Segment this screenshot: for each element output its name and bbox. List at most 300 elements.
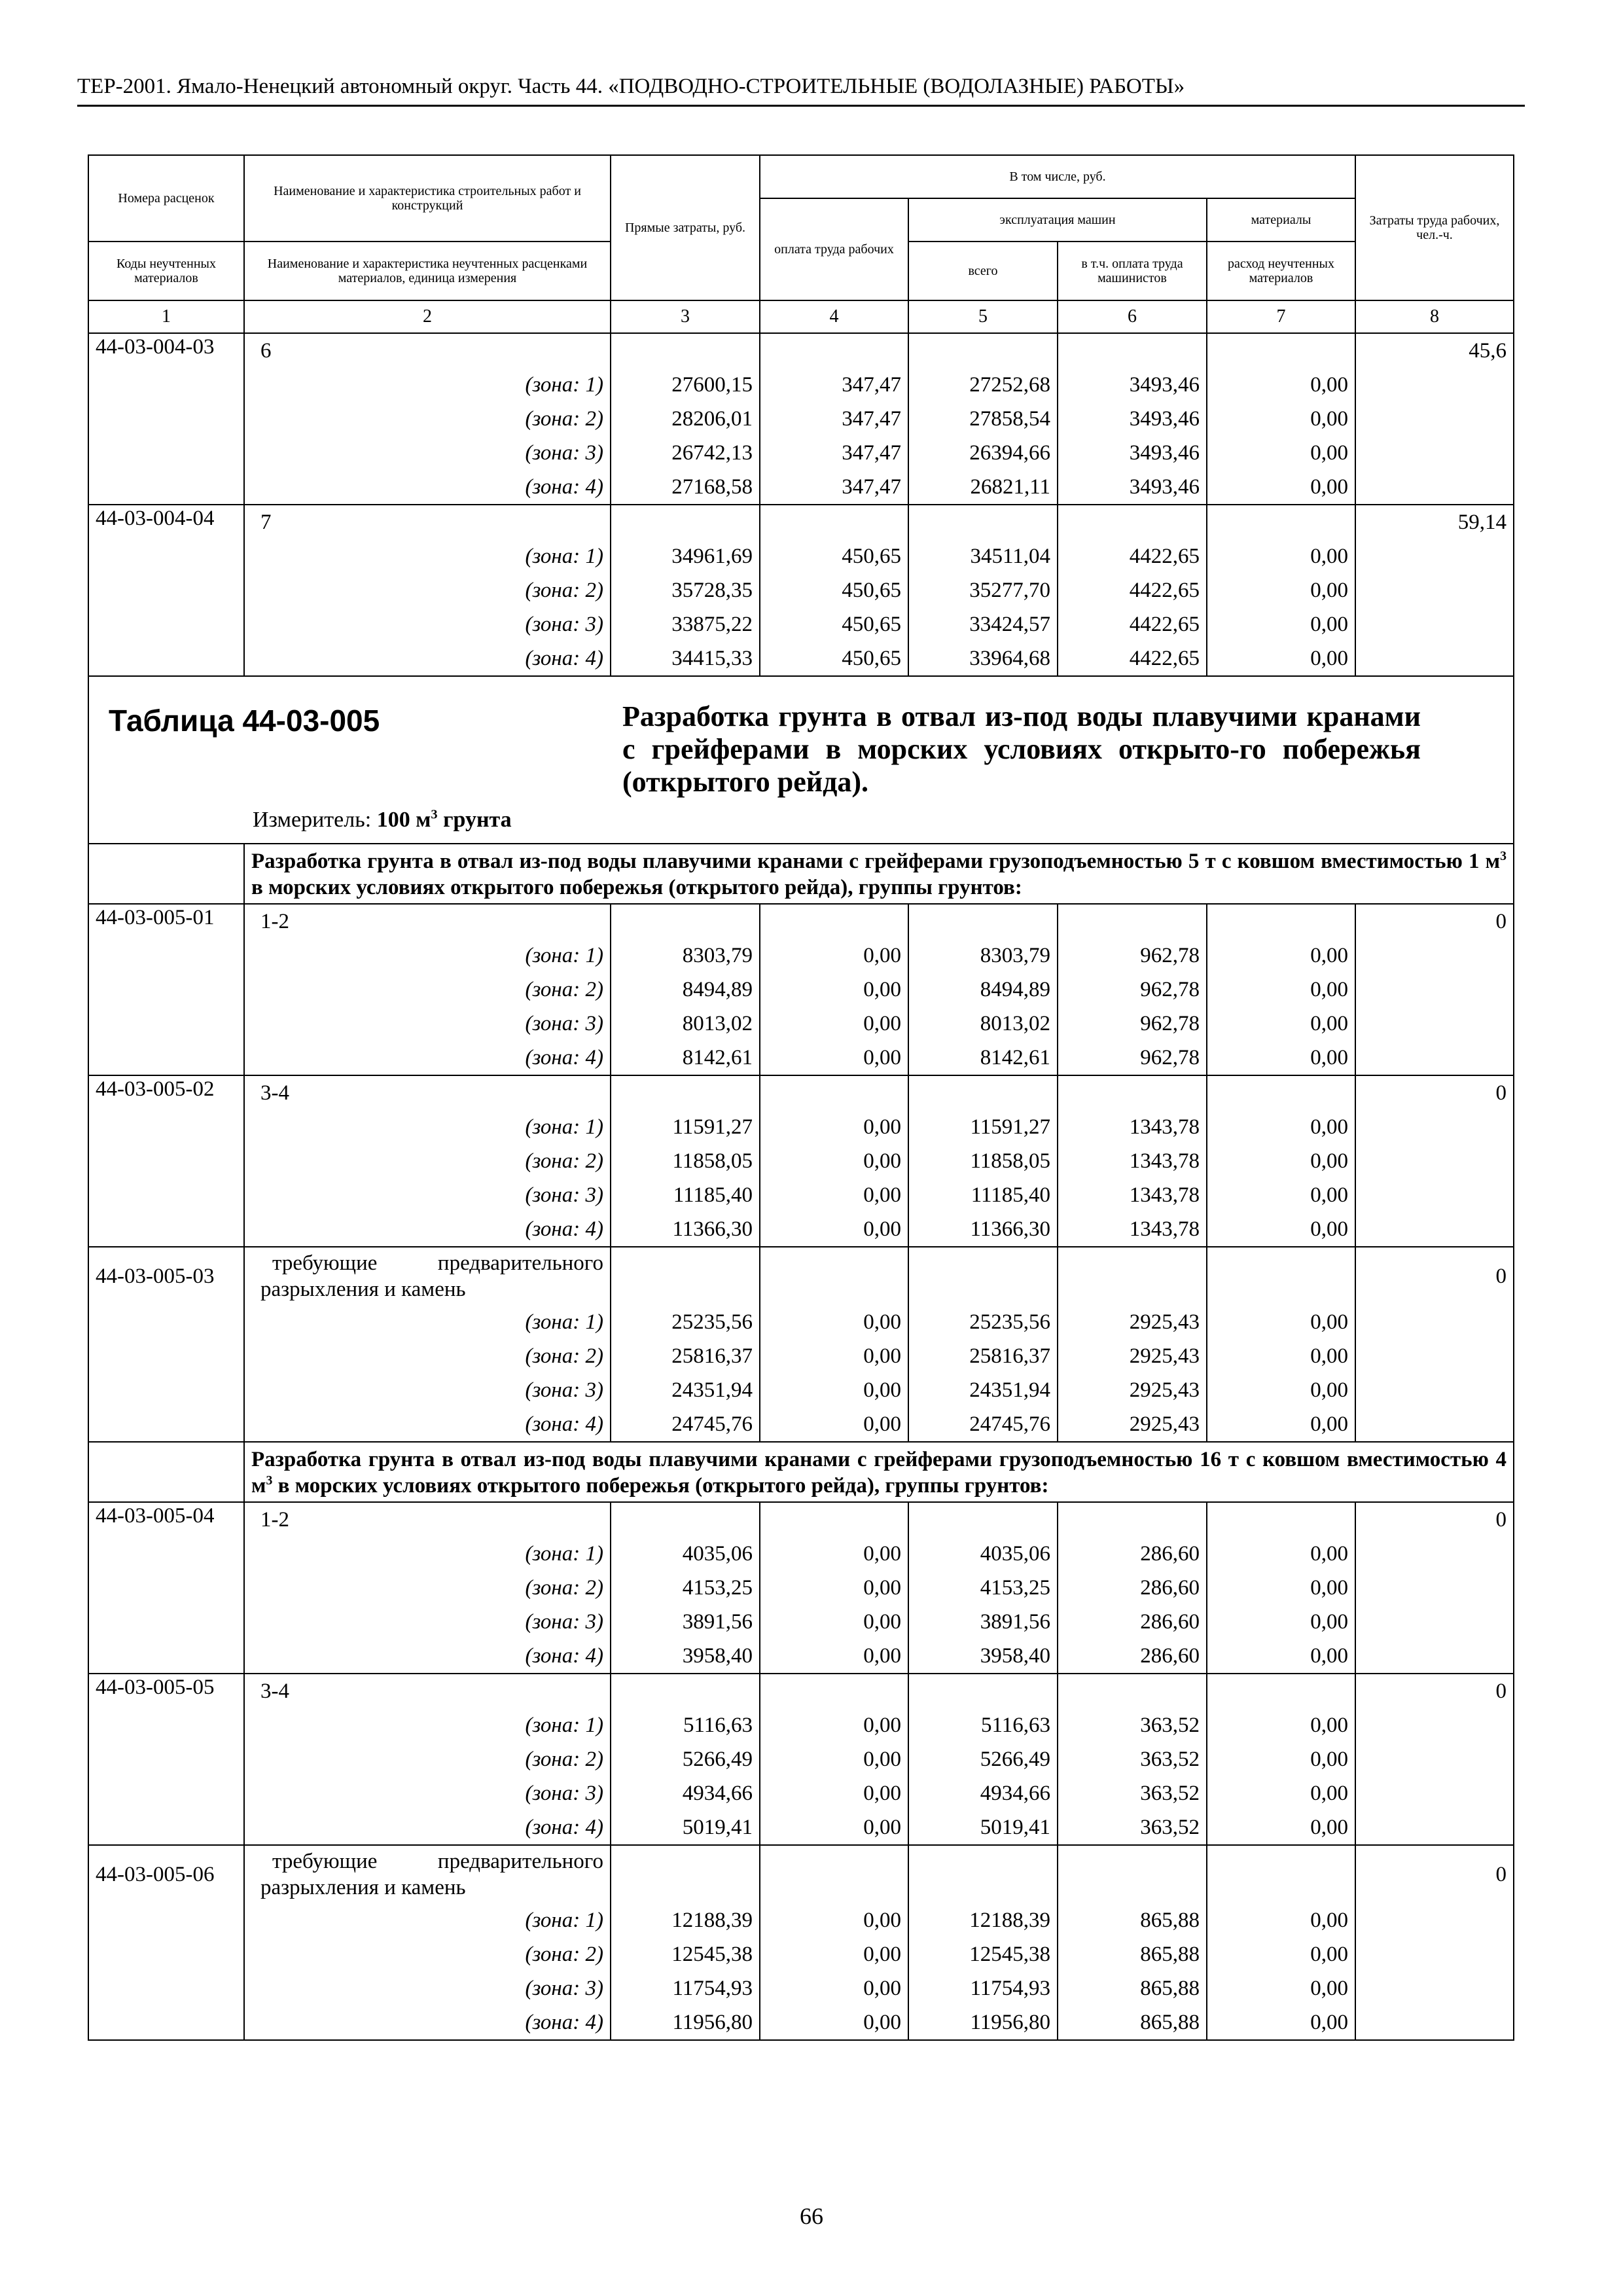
materials-consumption: 0,00 [1207,1708,1355,1742]
materials-consumption: 0,00 [1207,1639,1355,1674]
materials-consumption: 0,00 [1207,470,1355,505]
zone-row [88,1639,1514,1674]
rate-code: 44-03-005-06 [88,1845,244,1903]
zone-label: (зона: 4) [244,2005,611,2040]
materials-consumption: 0,00 [1207,1212,1355,1247]
empty-cell [88,1571,244,1605]
empty-cell [611,1845,760,1903]
zone-label: (зона: 1) [244,1305,611,1339]
col-number: 8 [1355,300,1514,333]
machinist-wages: 1343,78 [1058,1110,1207,1144]
empty-cell [88,1903,244,1937]
rate-item-row [88,904,1514,939]
empty-cell [1355,1742,1514,1776]
materials-consumption: 0,00 [1207,641,1355,676]
empty-cell [88,1212,244,1247]
materials-consumption: 0,00 [1207,1007,1355,1041]
machinist-wages: 962,78 [1058,1041,1207,1075]
empty-cell [1058,904,1207,939]
rate-name: 3-4 [244,1674,611,1708]
machinist-wages: 286,60 [1058,1605,1207,1639]
col-material-names-header: Наименование и характеристика неучтенных расценками материалов, единица измерения [244,242,611,300]
empty-cell [908,333,1058,368]
group-text-a: Разработка грунта в отвал из-под воды плавучими кранами с грейферами грузоподъемностью 5 т с ковшом вместимостью 1 м [251,850,1501,873]
col-rate-number-header: Номера расценок [88,155,244,242]
empty-cell [611,1075,760,1110]
machines-total: 27858,54 [908,402,1058,436]
machinist-wages: 2925,43 [1058,1373,1207,1407]
worker-wages: 0,00 [760,1373,908,1407]
zone-label: (зона: 3) [244,1178,611,1212]
empty-cell [760,1845,908,1903]
empty-cell [88,436,244,470]
empty-cell [1058,1674,1207,1708]
group-header-row [88,844,1514,904]
table-label: Таблица 44-03-005 [109,704,380,738]
col-number: 6 [1058,300,1207,333]
empty-cell [1355,1537,1514,1571]
zone-row [88,539,1514,573]
empty-cell [1058,1247,1207,1305]
worker-wages: 0,00 [760,1571,908,1605]
materials-consumption: 0,00 [1207,1937,1355,1971]
materials-consumption: 0,00 [1207,436,1355,470]
worker-wages: 0,00 [760,1605,908,1639]
direct-costs: 4153,25 [611,1571,760,1605]
direct-costs: 8303,79 [611,939,760,973]
incl-header: В том числе, руб. [760,155,1355,198]
empty-cell [88,1971,244,2005]
group-text-a: Разработка грунта в отвал из-под воды плавучими кранами с грейферами грузоподъемностью 16 т с ковшом вместимостью 4 м [251,1448,1507,1498]
col-labor-header: Затраты труда рабочих, чел.-ч. [1355,155,1514,300]
zone-label: (зона: 4) [244,1639,611,1674]
rate-item-row [88,505,1514,539]
empty-cell [88,844,244,904]
worker-wages: 0,00 [760,1212,908,1247]
empty-cell [1355,436,1514,470]
rates-document [88,154,1513,2041]
zone-row [88,1178,1514,1212]
zone-label: (зона: 1) [244,368,611,402]
machines-total: 33964,68 [908,641,1058,676]
empty-cell [760,505,908,539]
materials-consumption: 0,00 [1207,539,1355,573]
empty-cell [908,904,1058,939]
machines-total: 26821,11 [908,470,1058,505]
zone-label: (зона: 4) [244,641,611,676]
materials-consumption: 0,00 [1207,1339,1355,1373]
empty-cell [1355,607,1514,641]
col-number: 4 [760,300,908,333]
zone-label: (зона: 2) [244,402,611,436]
materials-consumption: 0,00 [1207,1742,1355,1776]
rate-item-row [88,1845,1514,1903]
empty-cell [611,505,760,539]
empty-cell [760,904,908,939]
direct-costs: 34961,69 [611,539,760,573]
materials-consumption: 0,00 [1207,1903,1355,1937]
machines-total: 11754,93 [908,1971,1058,2005]
worker-wages: 0,00 [760,1339,908,1373]
zone-label: (зона: 3) [244,1373,611,1407]
direct-costs: 3958,40 [611,1639,760,1674]
materials-consumption: 0,00 [1207,1605,1355,1639]
direct-costs: 5266,49 [611,1742,760,1776]
col-number: 2 [244,300,611,333]
direct-costs: 11858,05 [611,1144,760,1178]
zone-row [88,1708,1514,1742]
zone-row [88,2005,1514,2040]
machinist-wages: 363,52 [1058,1810,1207,1845]
worker-wages: 0,00 [760,1305,908,1339]
empty-cell [1355,539,1514,573]
direct-costs: 12188,39 [611,1903,760,1937]
empty-cell [88,539,244,573]
zone-label: (зона: 4) [244,1212,611,1247]
zone-label: (зона: 1) [244,939,611,973]
zone-row [88,973,1514,1007]
worker-wages: 0,00 [760,1110,908,1144]
machinist-wages: 865,88 [1058,1937,1207,1971]
direct-costs: 24351,94 [611,1373,760,1407]
machines-total: 25235,56 [908,1305,1058,1339]
empty-cell [1355,1305,1514,1339]
empty-cell [1355,1810,1514,1845]
materials-consumption: 0,00 [1207,1110,1355,1144]
machinist-wages: 962,78 [1058,939,1207,973]
table-groups [88,844,1514,2040]
worker-wages: 0,00 [760,1903,908,1937]
direct-costs: 5116,63 [611,1708,760,1742]
direct-costs: 8142,61 [611,1041,760,1075]
machines-total: 27252,68 [908,368,1058,402]
empty-cell [88,1810,244,1845]
empty-cell [88,1041,244,1075]
materials-consumption: 0,00 [1207,1810,1355,1845]
zone-row [88,641,1514,676]
worker-wages: 0,00 [760,1041,908,1075]
zone-label: (зона: 1) [244,1708,611,1742]
empty-cell [88,641,244,676]
machines-total: 35277,70 [908,573,1058,607]
zone-label: (зона: 2) [244,1571,611,1605]
rate-code: 44-03-005-05 [88,1674,244,1708]
machinist-wages: 286,60 [1058,1571,1207,1605]
materials-consumption: 0,00 [1207,1537,1355,1571]
table-title-block [88,676,1514,844]
empty-cell [88,939,244,973]
measure-unit-value: 100 м [376,808,431,832]
rate-name: 1-2 [244,904,611,939]
empty-cell [1355,1639,1514,1674]
materials-consumption: 0,00 [1207,402,1355,436]
worker-wages: 0,00 [760,1144,908,1178]
worker-wages: 0,00 [760,1407,908,1442]
machinist-wages: 865,88 [1058,1971,1207,2005]
materials-header: материалы [1207,198,1355,242]
zone-label: (зона: 2) [244,1742,611,1776]
zone-label: (зона: 1) [244,1903,611,1937]
col-direct-costs-header: Прямые затраты, руб. [611,155,760,300]
materials-consumption: 0,00 [1207,1305,1355,1339]
machinist-wages: 3493,46 [1058,402,1207,436]
empty-cell [1207,1502,1355,1537]
worker-wages: 0,00 [760,1708,908,1742]
empty-cell [1207,1845,1355,1903]
machinist-wages: 2925,43 [1058,1339,1207,1373]
zone-row [88,368,1514,402]
zone-label: (зона: 2) [244,973,611,1007]
machinist-wages: 1343,78 [1058,1212,1207,1247]
machinist-wages: 363,52 [1058,1776,1207,1810]
empty-cell [88,470,244,505]
empty-cell [908,1075,1058,1110]
empty-cell [1355,1776,1514,1810]
rate-name: требующие предварительного разрыхления и камень [244,1247,611,1305]
empty-cell [1355,1571,1514,1605]
empty-cell [1355,573,1514,607]
rate-item-row [88,1674,1514,1708]
empty-cell [1355,1605,1514,1639]
zone-label: (зона: 3) [244,1776,611,1810]
empty-cell [88,1144,244,1178]
empty-cell [88,1708,244,1742]
machinist-wages: 363,52 [1058,1742,1207,1776]
machinist-wages: 3493,46 [1058,470,1207,505]
machines-total: 26394,66 [908,436,1058,470]
worker-wages: 0,00 [760,1742,908,1776]
machines-total: 11858,05 [908,1144,1058,1178]
machinist-wages: 962,78 [1058,1007,1207,1041]
direct-costs: 4934,66 [611,1776,760,1810]
direct-costs: 8494,89 [611,973,760,1007]
empty-cell [611,1247,760,1305]
direct-costs: 12545,38 [611,1937,760,1971]
zone-row [88,1810,1514,1845]
machines-total: 8494,89 [908,973,1058,1007]
col-number: 7 [1207,300,1355,333]
empty-cell [88,1605,244,1639]
col-number: 5 [908,300,1058,333]
machines-total: 8303,79 [908,939,1058,973]
machines-total: 11366,30 [908,1212,1058,1247]
col-wages-header: оплата труда рабочих [760,198,908,300]
empty-cell [760,333,908,368]
empty-cell [1355,470,1514,505]
rate-code: 44-03-004-03 [88,333,244,368]
empty-cell [1355,2005,1514,2040]
materials-consumption: 0,00 [1207,1776,1355,1810]
zone-row [88,436,1514,470]
worker-wages: 0,00 [760,1810,908,1845]
rate-code: 44-03-004-04 [88,505,244,539]
col-work-name-header: Наименование и характеристика строительных работ и конструкций [244,155,611,242]
machines-total: 8013,02 [908,1007,1058,1041]
empty-cell [88,1742,244,1776]
measure-unit-prefix: Измеритель: [253,808,377,832]
direct-costs: 11366,30 [611,1212,760,1247]
header-rule [77,105,1525,107]
zone-label: (зона: 4) [244,470,611,505]
page-number: 66 [800,2203,823,2229]
zone-row [88,1937,1514,1971]
machines-total: 11185,40 [908,1178,1058,1212]
empty-cell [88,368,244,402]
worker-wages: 347,47 [760,368,908,402]
zone-row [88,1007,1514,1041]
materials-consumption: 0,00 [1207,1144,1355,1178]
machines-total: 24351,94 [908,1373,1058,1407]
worker-wages: 0,00 [760,1639,908,1674]
direct-costs: 5019,41 [611,1810,760,1845]
zone-row [88,1742,1514,1776]
table-title: Разработка грунта в отвал из-под воды плавучими кранами с грейферами в морских условиях открыто-го побережья (открытого рейда). [622,700,1421,798]
zone-label: (зона: 3) [244,1605,611,1639]
zone-label: (зона: 1) [244,539,611,573]
machinist-wages: 962,78 [1058,973,1207,1007]
zone-row [88,470,1514,505]
machinist-wages: 363,52 [1058,1708,1207,1742]
group-text-b: в морских условиях открытого побережья (открытого рейда), группы грунтов: [251,876,1022,899]
machines-total: 33424,57 [908,607,1058,641]
machines-total: 3891,56 [908,1605,1058,1639]
zone-row [88,1339,1514,1373]
measure-unit [253,808,512,833]
machines-total: 8142,61 [908,1041,1058,1075]
direct-costs: 3891,56 [611,1605,760,1639]
empty-cell [1355,1212,1514,1247]
empty-cell [88,1937,244,1971]
zone-label: (зона: 3) [244,1971,611,2005]
zone-label: (зона: 3) [244,436,611,470]
worker-wages: 0,00 [760,1178,908,1212]
empty-cell [1058,1502,1207,1537]
direct-costs: 27600,15 [611,368,760,402]
running-header: ТЕР-2001. Ямало-Ненецкий автономный округ. Часть 44. «ПОДВОДНО-СТРОИТЕЛЬНЫЕ (ВОДОЛАЗНЫЕ) РАБОТЫ» [77,75,1185,98]
empty-cell [88,1407,244,1442]
col-material-codes-header: Коды неучтенных материалов [88,242,244,300]
direct-costs: 27168,58 [611,470,760,505]
materials-consumption: 0,00 [1207,2005,1355,2040]
rate-code: 44-03-005-02 [88,1075,244,1110]
col-machinist-wages-header: в т.ч. оплата труда машинистов [1058,242,1207,300]
materials-consumption: 0,00 [1207,1971,1355,2005]
empty-cell [1355,1971,1514,2005]
worker-wages: 347,47 [760,436,908,470]
machines-total: 5266,49 [908,1742,1058,1776]
empty-cell [1207,1247,1355,1305]
empty-cell [1355,1178,1514,1212]
empty-cell [88,1339,244,1373]
direct-costs: 11185,40 [611,1178,760,1212]
empty-cell [1355,1144,1514,1178]
empty-cell [88,1305,244,1339]
rate-item-row [88,1247,1514,1305]
labor-cost: 0 [1355,904,1514,939]
rate-item-row [88,1502,1514,1537]
zone-row [88,1605,1514,1639]
labor-cost: 0 [1355,1674,1514,1708]
rate-code: 44-03-005-03 [88,1247,244,1305]
worker-wages: 450,65 [760,573,908,607]
empty-cell [1355,1407,1514,1442]
machines-total: 4035,06 [908,1537,1058,1571]
rate-name: 3-4 [244,1075,611,1110]
rate-name: 1-2 [244,1502,611,1537]
direct-costs: 4035,06 [611,1537,760,1571]
direct-costs: 25816,37 [611,1339,760,1373]
rate-name: 6 [244,333,611,368]
direct-costs: 11754,93 [611,1971,760,2005]
worker-wages: 0,00 [760,1537,908,1571]
empty-cell [88,607,244,641]
empty-cell [88,402,244,436]
labor-cost: 0 [1355,1845,1514,1903]
labor-cost: 45,6 [1355,333,1514,368]
empty-cell [611,1502,760,1537]
machines-total: 11591,27 [908,1110,1058,1144]
materials-consumption: 0,00 [1207,1373,1355,1407]
direct-costs: 11591,27 [611,1110,760,1144]
materials-consumption: 0,00 [1207,368,1355,402]
empty-cell [88,1178,244,1212]
empty-cell [1207,1075,1355,1110]
col-machines-total-header: всего [908,242,1058,300]
zone-row [88,1903,1514,1937]
empty-cell [1207,1674,1355,1708]
worker-wages: 450,65 [760,607,908,641]
empty-cell [760,1247,908,1305]
zone-row [88,1144,1514,1178]
empty-cell [908,1845,1058,1903]
empty-cell [760,1674,908,1708]
labor-cost: 0 [1355,1075,1514,1110]
machines-total: 4934,66 [908,1776,1058,1810]
empty-cell [908,1247,1058,1305]
empty-cell [88,2005,244,2040]
zone-label: (зона: 3) [244,607,611,641]
machinist-wages: 4422,65 [1058,539,1207,573]
zone-row [88,939,1514,973]
machines-total: 4153,25 [908,1571,1058,1605]
table-header [88,155,1514,333]
zone-label: (зона: 2) [244,1144,611,1178]
direct-costs: 8013,02 [611,1007,760,1041]
col-number: 1 [88,300,244,333]
empty-cell [1355,973,1514,1007]
empty-cell [88,573,244,607]
machines-total: 34511,04 [908,539,1058,573]
machines-total: 24745,76 [908,1407,1058,1442]
empty-cell [1207,505,1355,539]
labor-cost: 0 [1355,1502,1514,1537]
machines-total: 11956,80 [908,2005,1058,2040]
worker-wages: 450,65 [760,539,908,573]
empty-cell [88,1639,244,1674]
worker-wages: 0,00 [760,939,908,973]
group-text-sup: 3 [266,1473,273,1488]
worker-wages: 0,00 [760,1937,908,1971]
zone-row [88,402,1514,436]
materials-consumption: 0,00 [1207,607,1355,641]
worker-wages: 0,00 [760,2005,908,2040]
col-material-consumption-header: расход неучтенных материалов [1207,242,1355,300]
group-description [244,1442,1514,1502]
machines-total: 25816,37 [908,1339,1058,1373]
empty-cell [1355,1937,1514,1971]
machines-total: 12545,38 [908,1937,1058,1971]
empty-cell [1355,1708,1514,1742]
